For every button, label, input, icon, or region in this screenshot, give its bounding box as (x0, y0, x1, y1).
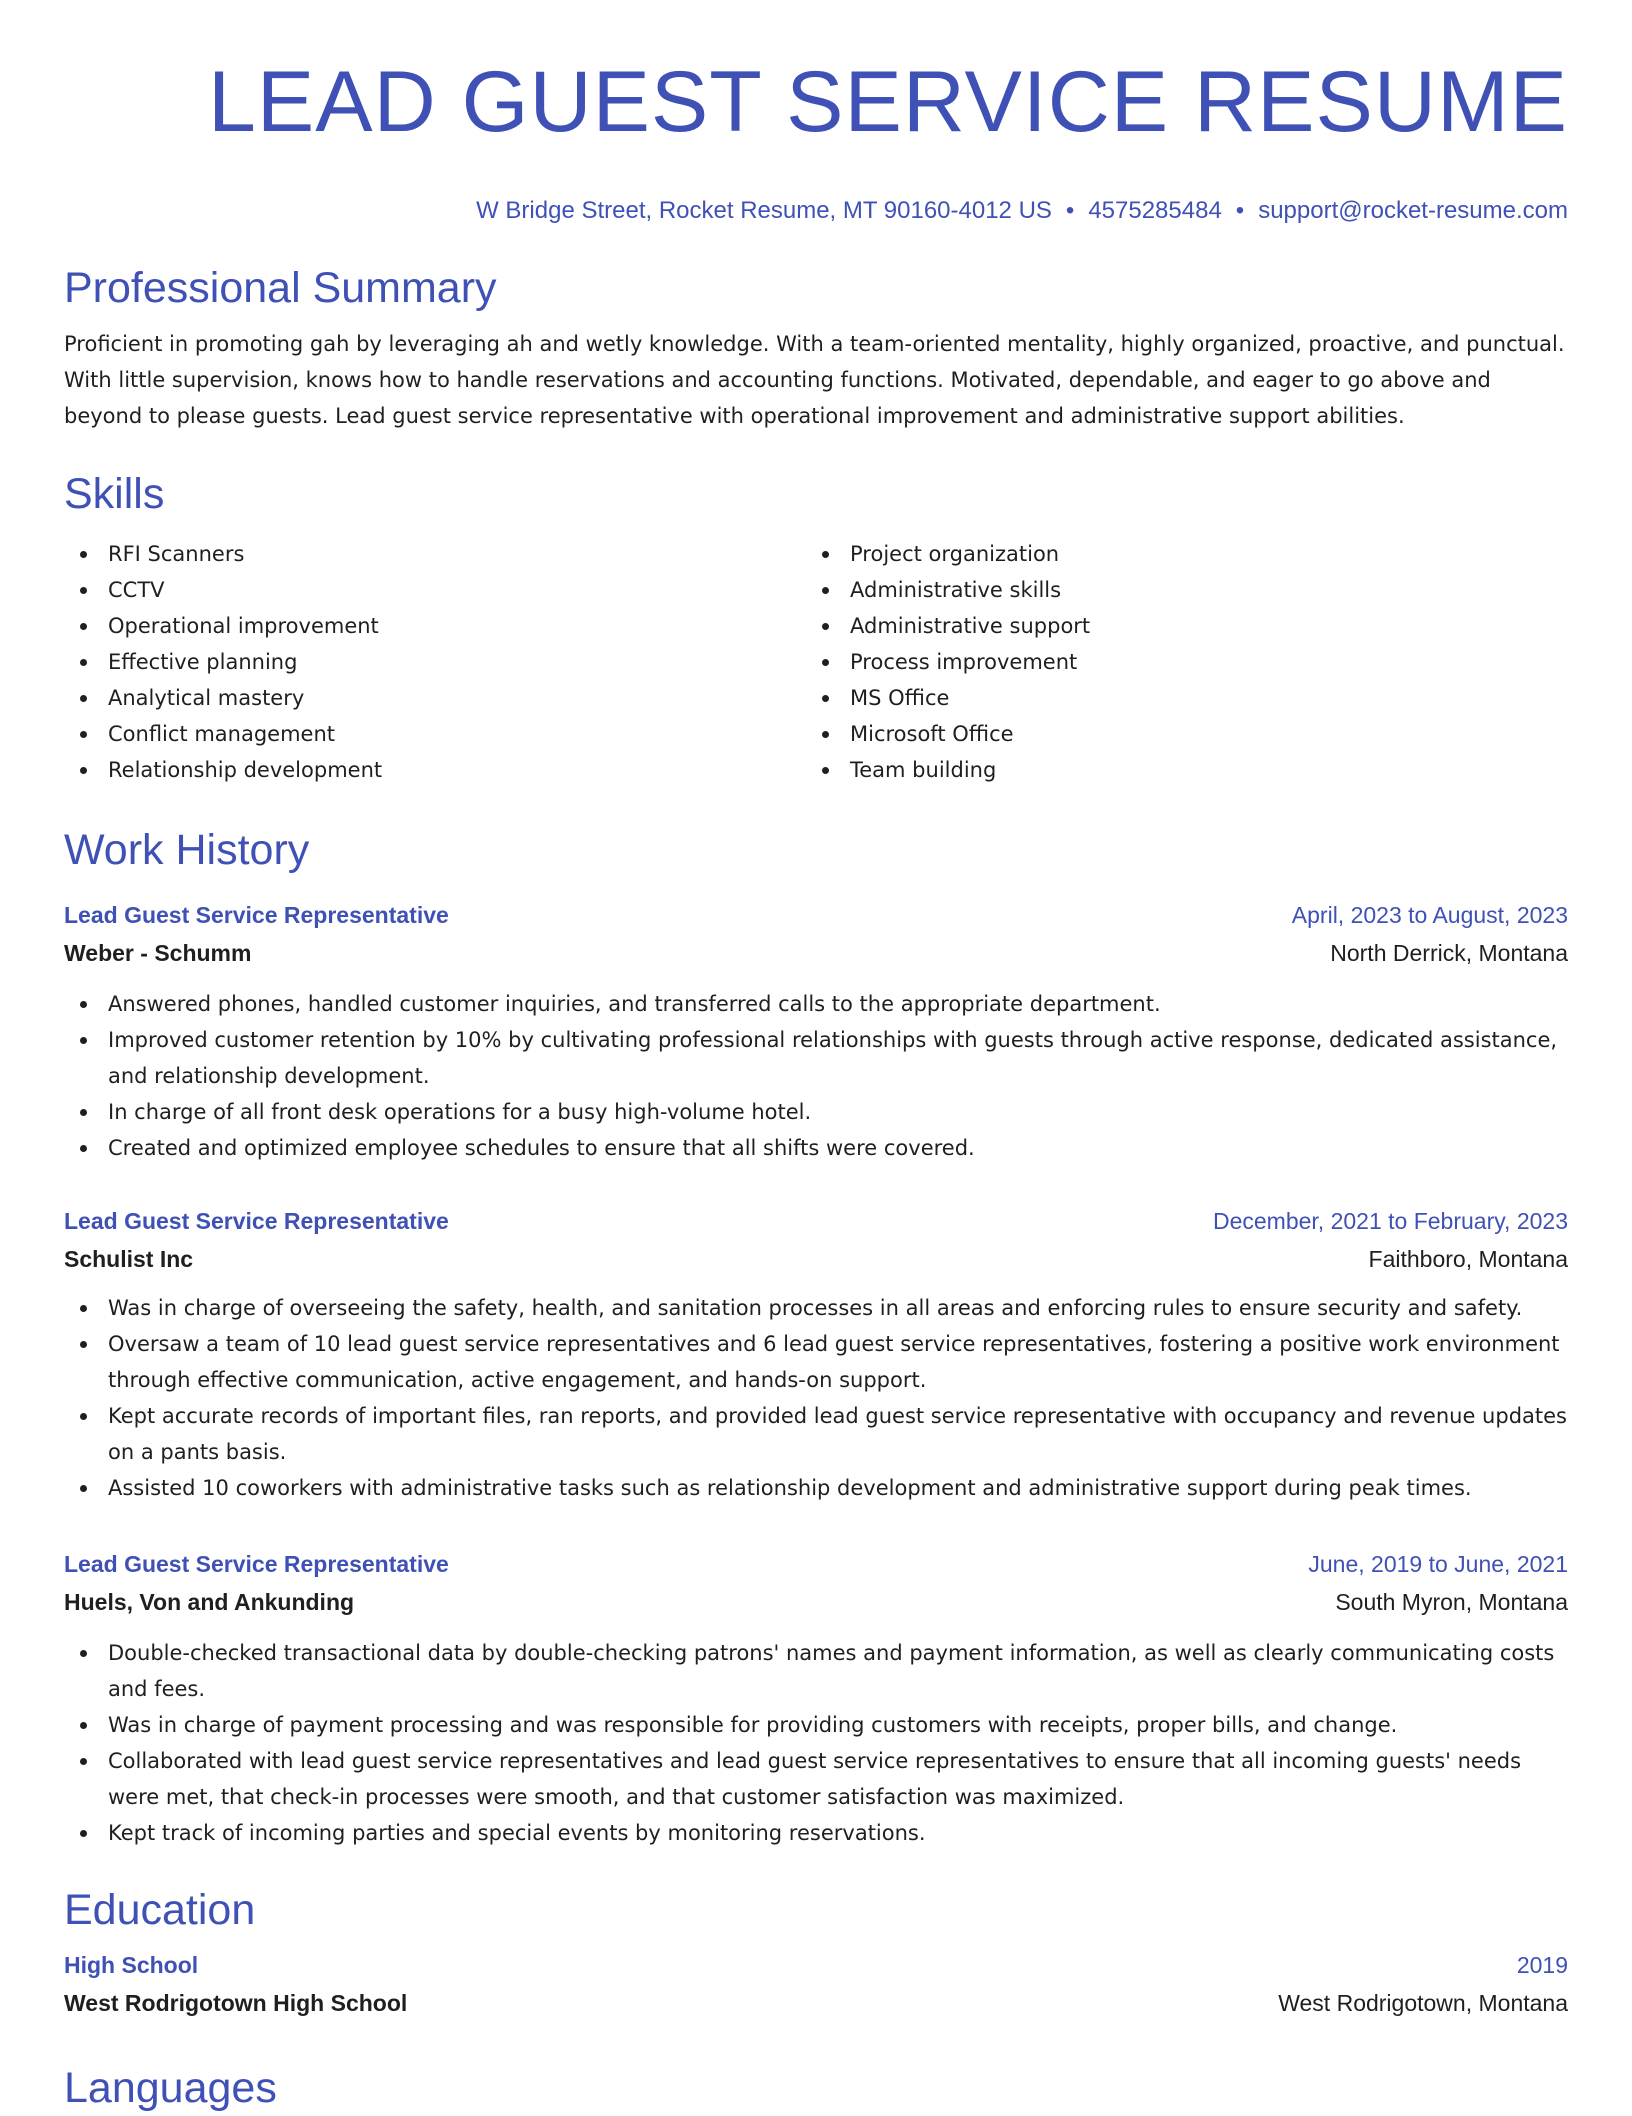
skills-section (64, 466, 1568, 788)
job-company: Huels, Von and Ankunding (64, 1589, 355, 1615)
skills-list-left (64, 536, 806, 788)
job-bullet: Assisted 10 coworkers with administrative tasks such as relationship development and administrative support during peak times. (64, 1470, 1568, 1506)
work-history-heading: Work History (64, 826, 310, 874)
job-dates: April, 2023 to August, 2023 (1291, 902, 1568, 928)
job-bullet: Improved customer retention by 10% by cultivating professional relationships with guests through active response, dedicated assistance, and relationship development. (64, 1022, 1568, 1094)
skill-item: MS Office (806, 680, 1548, 716)
education-heading: Education (64, 1886, 256, 1934)
skill-item: Process improvement (806, 644, 1548, 680)
job-bullet: Kept track of incoming parties and special events by monitoring reservations. (64, 1815, 1568, 1851)
job-entry (64, 1547, 1568, 1851)
skills-columns (64, 536, 1568, 788)
job-bullet: Collaborated with lead guest service representatives and lead guest service representatives to ensure that all incoming guests' needs were met, that check-in processes were smooth, and that customer satisfaction was maximized. (64, 1743, 1568, 1815)
job-bullet: Double-checked transactional data by double-checking patrons' names and payment information, as well as clearly communicating costs and fees. (64, 1635, 1568, 1707)
job-bullet: Created and optimized employee schedules to ensure that all shifts were covered. (64, 1130, 1568, 1166)
job-bullets (64, 1635, 1568, 1851)
summary-heading: Professional Summary (64, 264, 497, 312)
languages-heading: Languages (64, 2064, 277, 2112)
job-role: Lead Guest Service Representative (64, 902, 449, 928)
job-header (64, 1204, 1568, 1238)
skill-item: CCTV (64, 572, 806, 608)
job-bullet: In charge of all front desk operations for a busy high-volume hotel. (64, 1094, 1568, 1130)
skill-item: Analytical mastery (64, 680, 806, 716)
email-link[interactable]: support@rocket-resume.com (1258, 197, 1568, 224)
skills-heading: Skills (64, 470, 165, 518)
job-bullet: Kept accurate records of important files, ran reports, and provided lead guest service representative with occupancy and revenue updates on a pants basis. (64, 1398, 1568, 1470)
job-role: Lead Guest Service Representative (64, 1208, 449, 1234)
job-subheader (64, 1585, 1568, 1619)
separator-dot: • (1235, 197, 1245, 224)
job-bullets (64, 986, 1568, 1166)
job-entry (64, 1204, 1568, 1506)
skills-list-right (806, 536, 1548, 788)
phone-text: 4575285484 (1088, 197, 1222, 224)
education-school: West Rodrigotown High School (64, 1990, 408, 2016)
skill-item: Project organization (806, 536, 1548, 572)
education-header (64, 1948, 1568, 1982)
education-section (64, 1882, 1568, 2020)
job-bullet: Answered phones, handled customer inquiries, and transferred calls to the appropriate department. (64, 986, 1568, 1022)
job-location: North Derrick, Montana (1330, 940, 1568, 966)
job-company: Weber - Schumm (64, 940, 252, 966)
work-history-section (64, 822, 1568, 878)
job-dates: June, 2019 to June, 2021 (1308, 1551, 1568, 1577)
job-entry (64, 898, 1568, 1166)
skill-item: Operational improvement (64, 608, 806, 644)
skill-item: Microsoft Office (806, 716, 1548, 752)
skill-item: Effective planning (64, 644, 806, 680)
education-year: 2019 (1516, 1952, 1568, 1978)
resume-page (64, 0, 1568, 2112)
job-subheader (64, 1242, 1568, 1276)
job-bullet: Was in charge of overseeing the safety, health, and sanitation processes in all areas and enforcing rules to ensure security and safety. (64, 1290, 1568, 1326)
summary-text: Proficient in promoting gah by leveraging ah and wetly knowledge. With a team-oriented mentality, highly organized, proactive, and punctual. With little supervision, knows how to handle reservations and accounting functions. Motivated, dependable, and eager to go above and beyond to please guests. Lead guest service representative with operational improvement and administrative support abilities. (64, 332, 1565, 428)
job-subheader (64, 936, 1568, 970)
address-text: W Bridge Street, Rocket Resume, MT 90160-4012 US (476, 197, 1052, 224)
job-role: Lead Guest Service Representative (64, 1551, 449, 1577)
job-dates: December, 2021 to February, 2023 (1212, 1208, 1568, 1234)
education-subheader (64, 1986, 1568, 2020)
education-degree: High School (64, 1952, 199, 1978)
skill-item: Administrative support (806, 608, 1548, 644)
job-header (64, 1547, 1568, 1581)
skill-item: Team building (806, 752, 1548, 788)
job-location: South Myron, Montana (1335, 1589, 1568, 1615)
job-header (64, 898, 1568, 932)
job-bullet: Oversaw a team of 10 lead guest service representatives and 6 lead guest service representatives, fostering a positive work environment through effective communication, active engagement, and hands-on support. (64, 1326, 1568, 1398)
job-location: Faithboro, Montana (1368, 1246, 1568, 1272)
skill-item: RFI Scanners (64, 536, 806, 572)
job-bullets (64, 1290, 1568, 1506)
education-location: West Rodrigotown, Montana (1278, 1990, 1568, 2016)
summary-section (64, 260, 1568, 434)
skill-item: Relationship development (64, 752, 806, 788)
job-company: Schulist Inc (64, 1246, 194, 1272)
skill-item: Administrative skills (806, 572, 1548, 608)
languages-section (64, 2060, 1568, 2116)
separator-dot: • (1065, 197, 1075, 224)
job-bullet: Was in charge of payment processing and was responsible for providing customers with receipts, proper bills, and change. (64, 1707, 1568, 1743)
contact-line (64, 196, 1568, 226)
skill-item: Conflict management (64, 716, 806, 752)
resume-title: LEAD GUEST SERVICE RESUME (208, 54, 1568, 150)
